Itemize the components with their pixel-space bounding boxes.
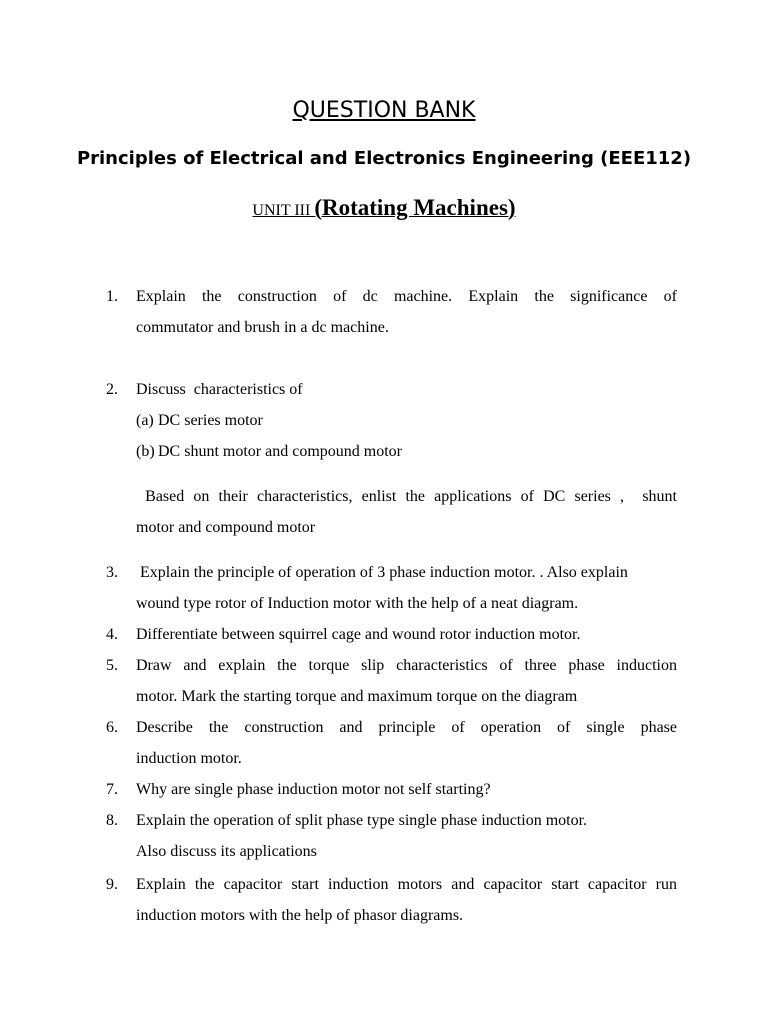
question-line: Discuss characteristics of	[136, 381, 303, 398]
question-number: 2.	[106, 381, 118, 398]
question-item	[106, 557, 677, 619]
question-line: Explain the operation of split phase type single phase induction motor.	[136, 812, 588, 829]
question-text	[136, 869, 677, 931]
sub-item-tag: (a)	[136, 412, 154, 429]
question-line: Differentiate between squirrel cage and wound rotor induction motor.	[136, 626, 581, 643]
note-line: Based on their characteristics, enlist the applications of DC series , shunt	[136, 488, 678, 505]
page-title: QUESTION BANK	[292, 98, 476, 123]
question-line: Why are single phase induction motor not self starting?	[136, 781, 491, 798]
note-line: motor and compound motor	[136, 519, 316, 536]
question-number: 3.	[106, 564, 118, 581]
unit-heading	[0, 193, 768, 226]
question-line: induction motor.	[136, 750, 242, 767]
question-text	[136, 805, 677, 867]
question-line: Explain the capacitor start induction motors and capacitor start capacitor run	[136, 876, 677, 893]
question-number: 8.	[106, 812, 118, 829]
question-text	[136, 619, 677, 650]
unit-topic: (Rotating Machines)	[314, 195, 516, 220]
question-text	[136, 712, 677, 774]
sub-item	[136, 436, 676, 467]
question-item	[106, 650, 677, 712]
question-line: commutator and brush in a dc machine.	[136, 319, 389, 336]
question-line: Describe the construction and principle of operation of single phase	[136, 719, 677, 736]
question-item	[106, 619, 677, 650]
question-number: 9.	[106, 876, 118, 893]
question-line: wound type rotor of Induction motor with the help of a neat diagram.	[136, 595, 579, 612]
question-number: 6.	[106, 719, 118, 736]
question-line: Also discuss its applications	[136, 843, 317, 860]
question-number: 7.	[106, 781, 118, 798]
question-text	[136, 374, 677, 405]
question-line: induction motors with the help of phasor diagrams.	[136, 907, 464, 924]
course-title: Principles of Electrical and Electronics Engineering (EEE112)	[76, 148, 692, 169]
question-item	[106, 869, 677, 931]
question-item	[106, 712, 677, 774]
question-line: Draw and explain the torque slip characteristics of three phase induction	[136, 657, 677, 674]
question-text	[136, 557, 677, 619]
question-number: 5.	[106, 657, 118, 674]
question-item	[106, 805, 677, 867]
question-item	[106, 281, 677, 343]
sub-item-text: DC shunt motor and compound motor	[158, 443, 402, 460]
unit-label: UNIT III	[252, 202, 311, 219]
question-text	[136, 774, 677, 805]
question-item	[106, 374, 677, 405]
question-note	[136, 481, 677, 543]
question-line: Explain the construction of dc machine. Explain the significance of	[136, 288, 677, 305]
sub-item	[136, 405, 676, 436]
question-text	[136, 650, 677, 712]
question-item	[106, 774, 677, 805]
question-text	[136, 281, 677, 343]
question-number: 4.	[106, 626, 118, 643]
sub-item-text: DC series motor	[158, 412, 263, 429]
question-line: Explain the principle of operation of 3 phase induction motor. . Also explain	[136, 564, 628, 581]
sub-item-tag: (b)	[136, 443, 155, 460]
question-number: 1.	[106, 288, 118, 305]
question-line: motor. Mark the starting torque and maximum torque on the diagram	[136, 688, 578, 705]
